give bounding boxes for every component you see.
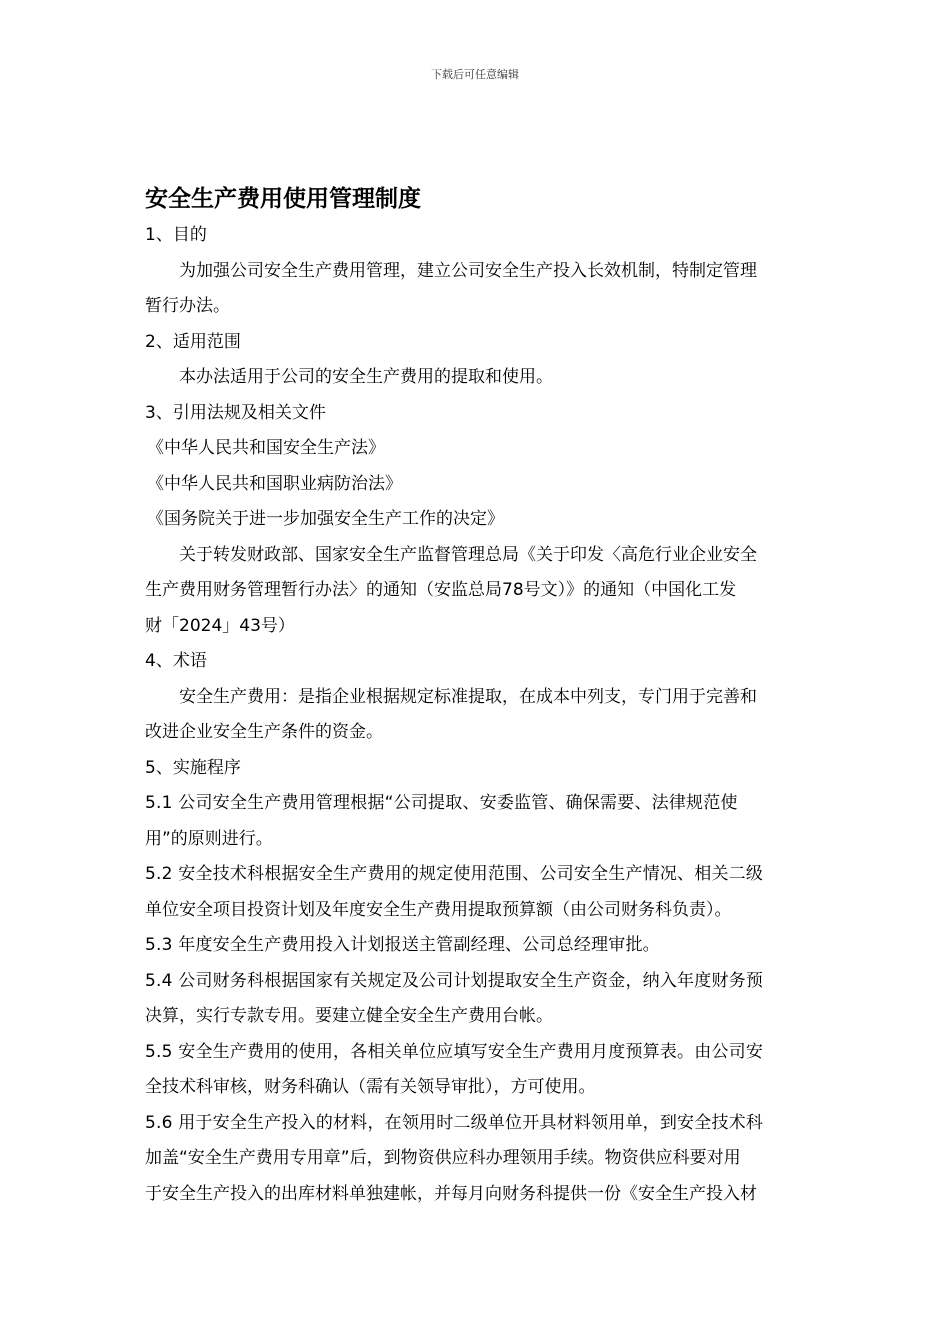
paragraph-line: 改进企业安全生产条件的资金。 (145, 722, 383, 742)
clause-line: 加盖“安全生产费用专用章”后，到物资供应科办理领用手续。物资供应科要对用 (145, 1148, 741, 1168)
reference-item: 《中华人民共和国安全生产法》 (147, 438, 385, 458)
clause-line: 决算，实行专款专用。要建立健全安全生产费用台帐。 (145, 1006, 553, 1026)
section-heading: 4、术语 (145, 651, 207, 671)
clause-line: 5.3 年度安全生产费用投入计划报送主管副经理、公司总经理审批。 (145, 935, 660, 955)
reference-item: 《国务院关于进一步加强安全生产工作的决定》 (147, 509, 504, 529)
section-heading: 3、引用法规及相关文件 (145, 402, 326, 423)
paragraph-line: 暂行办法。 (145, 296, 230, 316)
paragraph-line: 财「2024」43号） (145, 615, 295, 636)
clause-line: 5.6 用于安全生产投入的材料，在领用时二级单位开具材料领用单，到安全技术科 (145, 1112, 764, 1133)
clause-line: 用”的原则进行。 (145, 828, 273, 849)
clause-line: 全技术科审核，财务科确认（需有关领导审批），方可使用。 (145, 1077, 596, 1097)
paragraph-line: 安全生产费用：是指企业根据规定标准提取，在成本中列支，专门用于完善和 (179, 686, 757, 707)
section-heading: 2、适用范围 (145, 331, 241, 352)
paragraph-line: 本办法适用于公司的安全生产费用的提取和使用。 (179, 367, 553, 387)
clause-line: 于安全生产投入的出库材料单独建帐，并每月向财务科提供一份《安全生产投入材 (145, 1183, 757, 1204)
reference-item: 《中华人民共和国职业病防治法》 (147, 473, 402, 494)
section-heading: 1、目的 (145, 225, 207, 245)
paragraph-line: 关于转发财政部、国家安全生产监督管理总局《关于印发〈高危行业企业安全 (179, 544, 757, 565)
section-heading: 5、实施程序 (145, 757, 241, 778)
paragraph-line: 为加强公司安全生产费用管理，建立公司安全生产投入长效机制，特制定管理 (179, 260, 757, 281)
clause-line: 5.5 安全生产费用的使用，各相关单位应填写安全生产费用月度预算表。由公司安 (145, 1041, 764, 1062)
clause-line: 5.2 安全技术科根据安全生产费用的规定使用范围、公司安全生产情况、相关二级 (145, 864, 764, 884)
document-title: 安全生产费用使用管理制度 (145, 186, 421, 212)
clause-line: 5.1 公司安全生产费用管理根据“公司提取、安委监管、确保需要、法律规范使 (145, 793, 738, 813)
clause-line: 单位安全项目投资计划及年度安全生产费用提取预算额（由公司财务科负责）。 (145, 899, 732, 920)
clause-line: 5.4 公司财务科根据国家有关规定及公司计划提取安全生产资金，纳入年度财务预 (145, 970, 764, 991)
paragraph-line: 生产费用财务管理暂行办法〉的通知（安监总局78号文）》的通知（中国化工发 (145, 580, 737, 600)
document-body (145, 180, 835, 1212)
page-header-note: 下载后可任意编辑 (431, 68, 519, 81)
